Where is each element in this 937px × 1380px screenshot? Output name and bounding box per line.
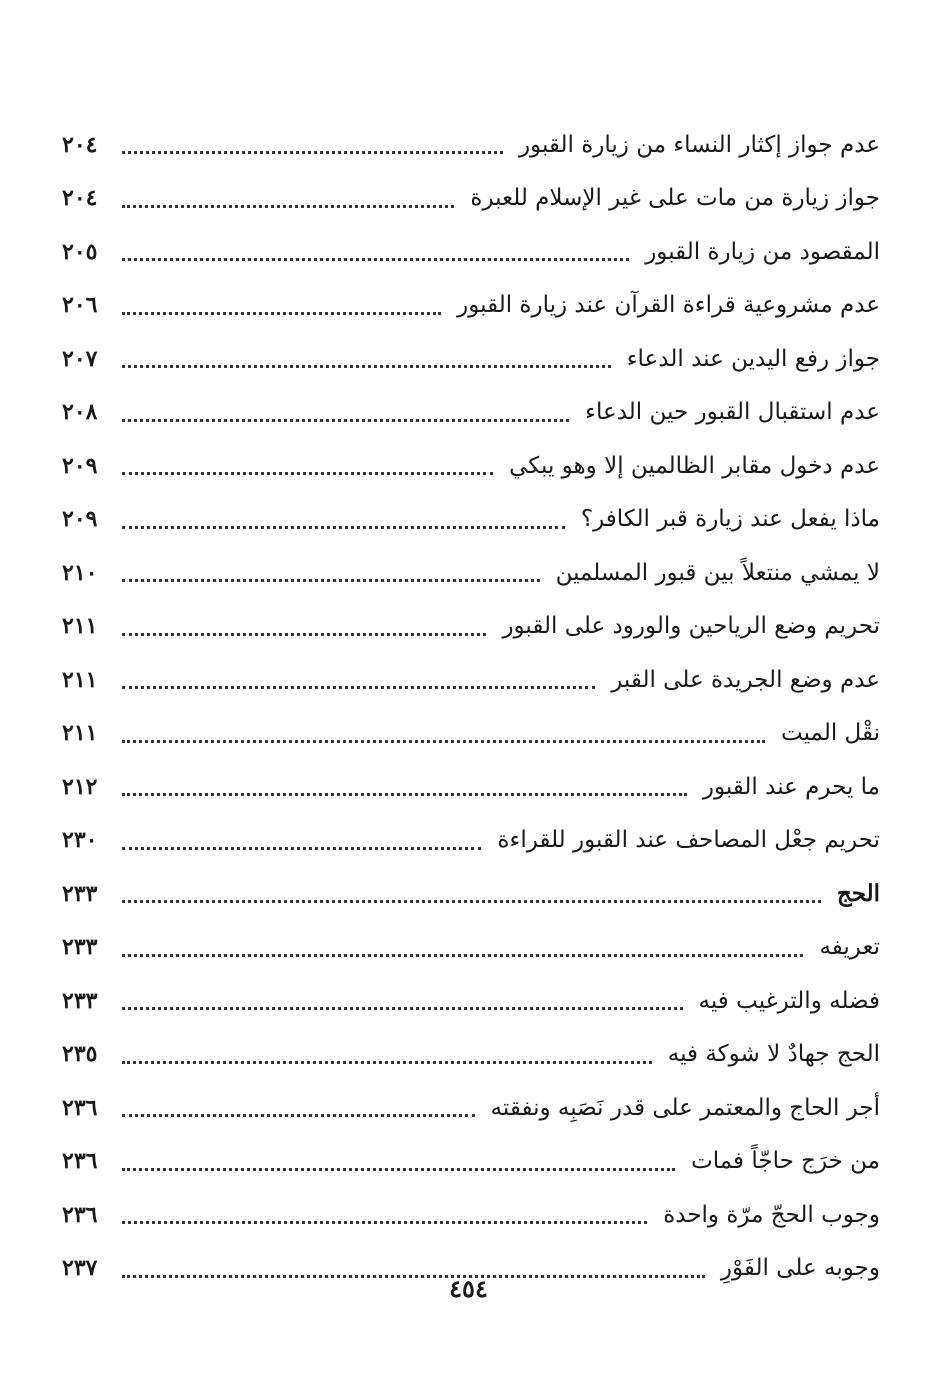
dot-leader (122, 686, 595, 689)
toc-entry-page-number: ٢١٠ (62, 559, 98, 586)
dot-leader (122, 579, 540, 582)
toc-entry (62, 546, 880, 600)
toc-entry-title: عدم وضع الجريدة على القبر (611, 666, 880, 693)
toc-entry-page-number: ٢٣٣ (62, 987, 98, 1014)
toc-entry-page-number: ٢٣٠ (62, 827, 98, 854)
toc-entry-page-number: ٢٣٦ (62, 1201, 98, 1228)
toc-entry-title: الحج جهادٌ لا شوكة فيه (667, 1041, 880, 1068)
dot-leader (122, 847, 481, 850)
toc-entry (62, 1135, 880, 1189)
toc-entry-title: عدم جواز إكثار النساء من زيارة القبور (518, 131, 880, 158)
toc-entry-title: وجوب الحجّ مرّة واحدة (663, 1201, 880, 1228)
toc-entry (62, 707, 880, 761)
toc-entry-title: ماذا يفعل عند زيارة قبر الكافر؟ (580, 506, 880, 533)
toc-entry (62, 653, 880, 707)
dot-leader (122, 526, 565, 529)
toc-entry-title: عدم مشروعية قراءة القرآن عند زيارة القبور (457, 292, 880, 319)
toc-entry (62, 974, 880, 1028)
dot-leader (122, 151, 503, 154)
dot-leader (122, 954, 803, 957)
toc-entry-page-number: ٢٣٦ (62, 1094, 98, 1121)
toc-entry (62, 760, 880, 814)
dot-leader (122, 1114, 475, 1117)
dot-leader (122, 205, 454, 208)
toc-entry (62, 493, 880, 547)
toc-entry-page-number: ٢٠٧ (62, 345, 98, 372)
toc-entry-page-number: ٢١١ (62, 720, 98, 747)
dot-leader (122, 633, 486, 636)
toc-entry-page-number: ٢٠٩ (62, 452, 98, 479)
toc-entry-page-number: ٢٠٤ (62, 131, 98, 158)
toc-entry-page-number: ٢٣٦ (62, 1148, 98, 1175)
toc-entry (62, 225, 880, 279)
dot-leader (122, 312, 441, 315)
toc-entry (62, 814, 880, 868)
toc-entry (62, 921, 880, 975)
toc-entry (62, 1188, 880, 1242)
toc-entry (62, 118, 880, 172)
toc-entry-page-number: ٢٠٤ (62, 185, 98, 212)
toc-entry-page-number: ٢١١ (62, 613, 98, 640)
toc-entry-title: من خرَج حاجّاً فمات (691, 1148, 880, 1175)
toc-entry-title: عدم دخول مقابر الظالمين إلا وهو يبكي (509, 452, 880, 479)
dot-leader (122, 740, 765, 743)
toc-entry-page-number: ٢٠٩ (62, 506, 98, 533)
toc-entry-title: تحريم جعْل المصاحف عند القبور للقراءة (497, 827, 880, 854)
toc-entry-title: أجر الحاج والمعتمر على قدر نَصَبِه ونفقته (490, 1094, 880, 1121)
toc-entry-title: الحج (836, 880, 880, 908)
toc-entry-page-number: ٢٠٨ (62, 399, 98, 426)
toc-entry-page-number: ٢٠٦ (62, 292, 98, 319)
toc-entry-title: تعريفه (819, 934, 880, 961)
toc-entry (62, 332, 880, 386)
toc-entry-title: تحريم وضع الرياحين والورود على القبور (502, 613, 880, 640)
toc-entry (62, 172, 880, 226)
toc-entry-page-number: ٢٠٥ (62, 238, 98, 265)
toc-entry-title: ما يحرم عند القبور (702, 773, 880, 800)
toc-entry-title: نقْل الميت (781, 720, 880, 747)
toc-entry-title: فضله والترغيب فيه (698, 987, 880, 1014)
toc-entry (62, 1081, 880, 1135)
toc-entry (62, 600, 880, 654)
toc-entry-page-number: ٢٣٥ (62, 1041, 98, 1068)
toc-entry-page-number: ٢٣٧ (62, 1255, 98, 1282)
toc-entry-page-number: ٢١١ (62, 666, 98, 693)
dot-leader (122, 793, 687, 796)
dot-leader (122, 1168, 675, 1171)
toc-entry (62, 386, 880, 440)
table-of-contents (62, 118, 880, 1295)
toc-entry (62, 279, 880, 333)
page-number: ٤٥٤ (449, 1274, 488, 1303)
dot-leader (122, 472, 493, 475)
dot-leader (122, 365, 611, 368)
dot-leader (122, 900, 821, 903)
toc-entry (62, 1028, 880, 1082)
toc-entry-title: جواز رفع اليدين عند الدعاء (626, 345, 880, 372)
dot-leader (122, 1061, 652, 1064)
toc-section-heading (62, 867, 880, 921)
dot-leader (122, 1221, 647, 1224)
dot-leader (122, 1007, 683, 1010)
dot-leader (122, 419, 569, 422)
toc-entry-page-number: ٢٣٣ (62, 934, 98, 961)
dot-leader (122, 258, 629, 261)
toc-entry-page-number: ٢٣٣ (62, 880, 98, 907)
toc-entry-title: جواز زيارة من مات على غير الإسلام للعبرة (470, 185, 880, 212)
toc-entry-page-number: ٢١٢ (62, 773, 98, 800)
toc-entry-title: عدم استقبال القبور حين الدعاء (585, 399, 880, 426)
toc-entry-title: وجوبه على الفَوْرِ (720, 1255, 880, 1282)
toc-entry-title: لا يمشي منتعلاً بين قبور المسلمين (555, 559, 880, 586)
toc-entry-title: المقصود من زيارة القبور (645, 238, 880, 265)
toc-entry (62, 439, 880, 493)
